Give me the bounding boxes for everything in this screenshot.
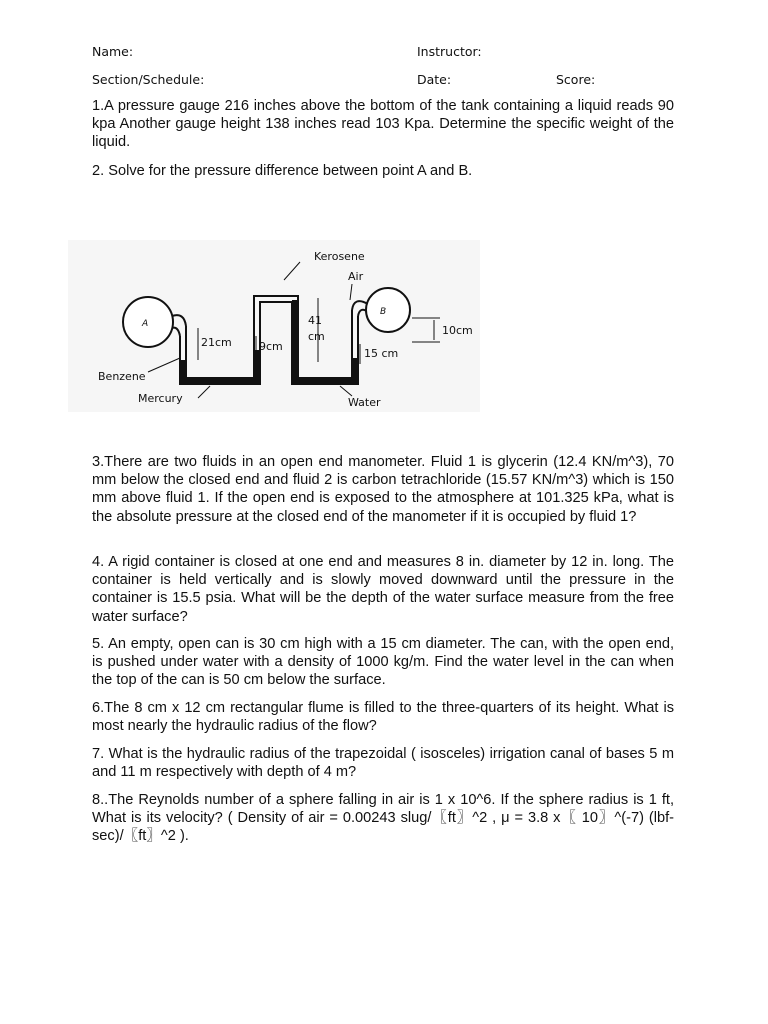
label-15cm: 15 cm	[364, 347, 399, 360]
label-a: A	[142, 319, 149, 329]
label-benzene: Benzene	[98, 370, 146, 383]
name-label: Name:	[92, 44, 134, 59]
date-label: Date:	[417, 72, 452, 87]
section-schedule-label: Section/Schedule:	[92, 72, 205, 87]
question-8: 8..The Reynolds number of a sphere falling in air is 1 x 10^6. If the sphere radius is 1 ft, What is its velocity? ( Density of air = 0.00243 slug/〖ft〗^2 , μ = 3.8 x〖 10〗^(-7) (lbf-sec)/〖ft〗^2 ).	[92, 792, 674, 845]
label-10cm: 10cm	[442, 324, 473, 337]
question-5: 5. An empty, open can is 30 cm high with a 15 cm diameter. The can, with the open end, is pushed under water with a density of 1000 kg/m. Find the water level in the can when the top of the can is 50 cm below the surface.	[92, 636, 674, 689]
label-9cm: 9cm	[259, 340, 283, 353]
label-water: Water	[348, 396, 381, 409]
label-mercury: Mercury	[138, 392, 183, 405]
label-kerosene: Kerosene	[314, 250, 365, 263]
question-2: 2. Solve for the pressure difference between point A and B.	[92, 163, 473, 179]
label-21cm: 21cm	[201, 336, 232, 349]
manometer-diagram	[68, 240, 480, 412]
score-label: Score:	[556, 72, 596, 87]
question-6: 6.The 8 cm x 12 cm rectangular flume is filled to the three-quarters of its height. What is most nearly the hydraulic radius of the flow?	[92, 700, 674, 735]
label-b: B	[380, 307, 387, 317]
bulb-b	[366, 288, 410, 332]
label-cm: cm	[308, 330, 325, 343]
label-air: Air	[348, 270, 364, 283]
question-7: 7. What is the hydraulic radius of the trapezoidal ( isosceles) irrigation canal of bases 5 m and 11 m respectively with depth of 4 m?	[92, 746, 674, 781]
question-1: 1.A pressure gauge 216 inches above the bottom of the tank containing a liquid reads 90 kpa Another gauge height 138 inches read 103 Kpa. Determine the specific weight of the liquid.	[92, 98, 674, 151]
question-3: 3.There are two fluids in an open end manometer. Fluid 1 is glycerin (12.4 KN/m^3), 70 mm below the closed end and fluid 2 is carbon tetrachloride (15.57 KN/m^3) which is 150 mm above fluid 1. If the open end is exposed to the atmosphere at 101.325 kPa, what is the absolute pressure at the closed end of the manometer if it is occupied by fluid 1?	[92, 454, 674, 525]
instructor-label: Instructor:	[417, 44, 482, 59]
label-41: 41	[308, 314, 322, 327]
question-4: 4. A rigid container is closed at one end and measures 8 in. diameter by 12 in. long. The container is held vertically and is slowly moved downward until the pressure in the container is 15.5 psia. What will be the depth of the water surface measure from the free water surface?	[92, 554, 674, 625]
